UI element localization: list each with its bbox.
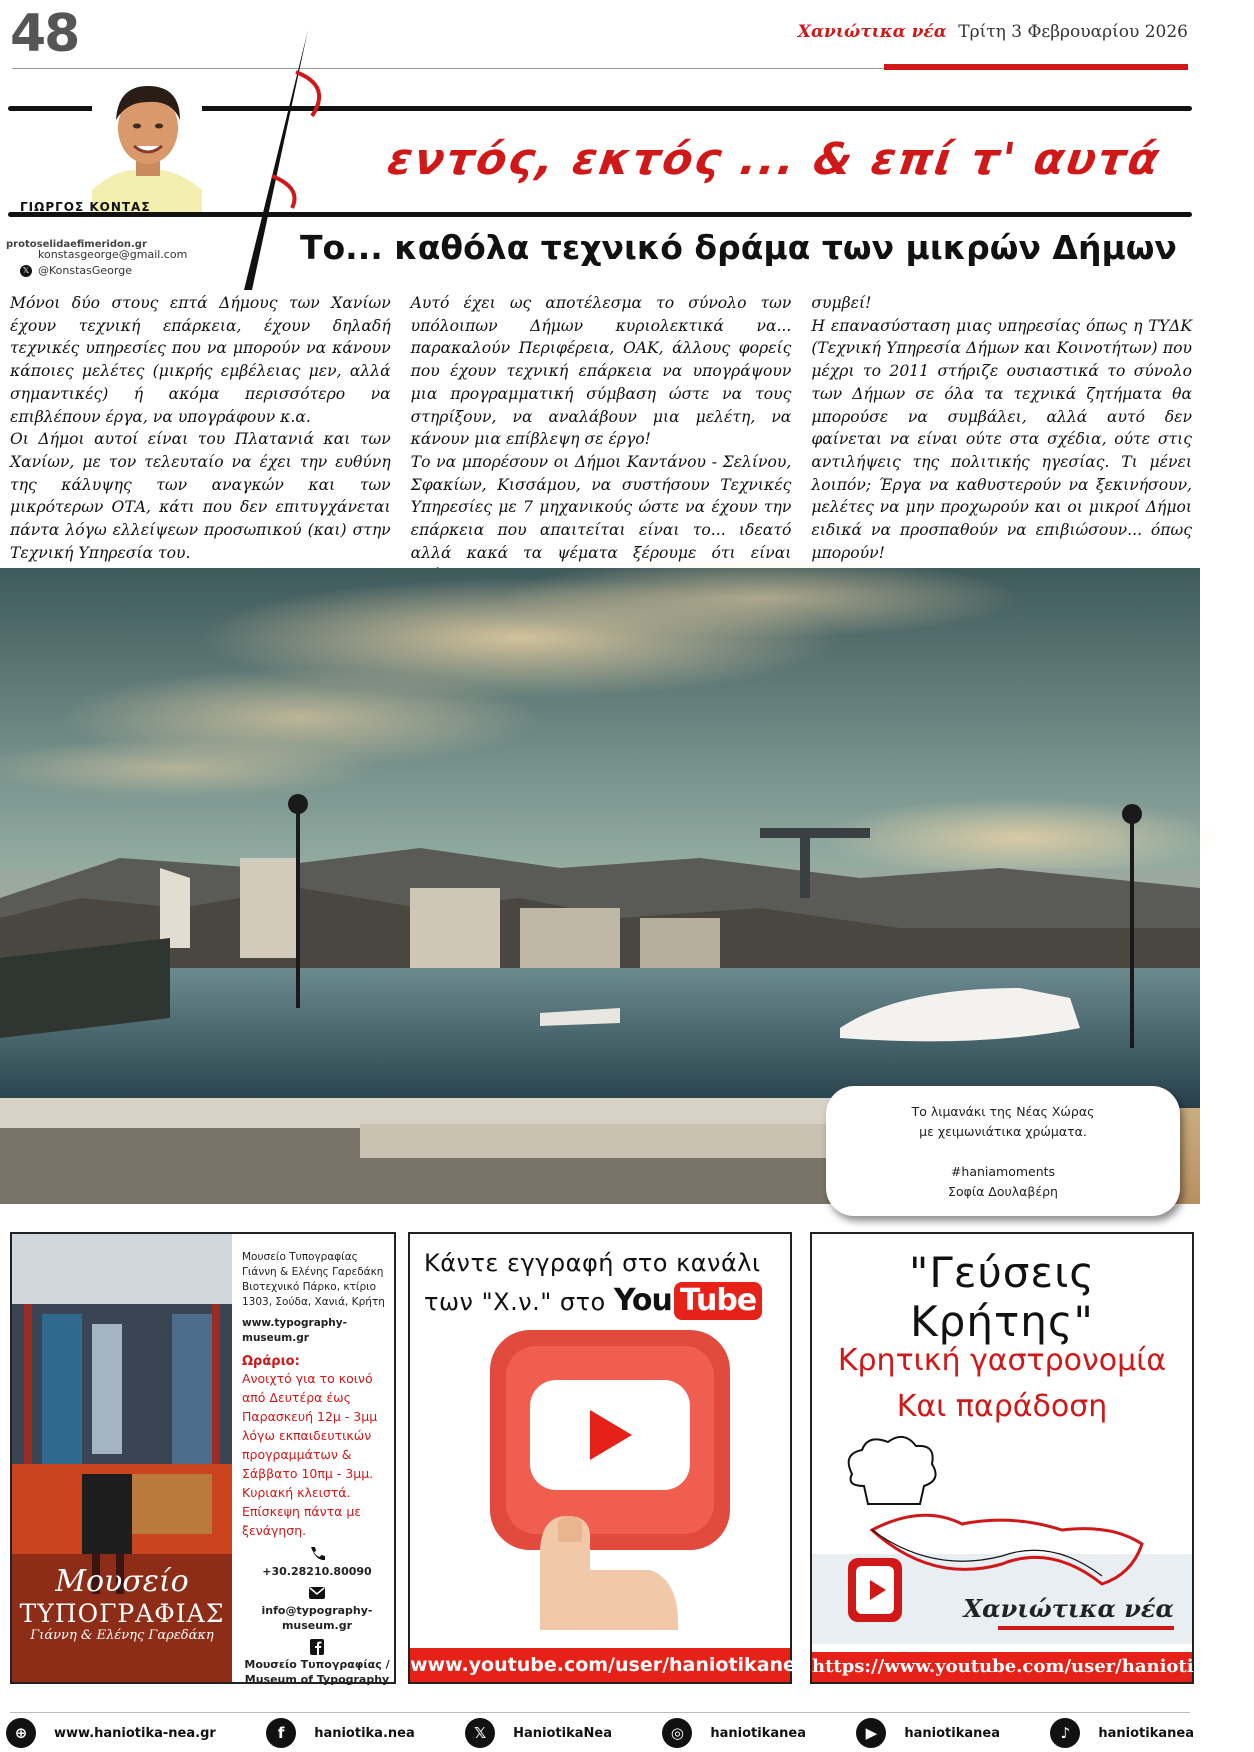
column-banner-title: εντός, εκτός ... & επί τ' αυτά xyxy=(384,134,1164,185)
page-number: 48 xyxy=(10,4,79,64)
caption-line-2: με χειμωνιάτικα χρώματα. xyxy=(919,1124,1087,1139)
youtube-ad-heading xyxy=(424,1244,762,1321)
footer-social-bar xyxy=(6,1716,1194,1750)
globe-icon: ⊕ xyxy=(6,1718,36,1748)
caption-line-1: Το λιμανάκι της Νέας Χώρας xyxy=(911,1104,1095,1119)
museum-logo-script: Μουσείο xyxy=(55,1564,189,1599)
footer-youtube-text: haniotikanea xyxy=(904,1725,1000,1741)
hours-title: Ωράριο: xyxy=(242,1354,300,1369)
paragraph: Η επανασύσταση μιας υπηρεσίας όπως η ΤΥΔΚ (Τεχνική Υπηρεσία Δήμων και Κοινοτήτων) που μέχρι το 2011 στήριζε ουσιαστικά το σύνολο των Δήμων σε όλα τα τεχνικά ζητήματα θα μπορούσε να συμβάλει, αλλά αυτό δεν φαίνεται να είναι ούτε στα σχέδια, ούτε στις αντιλήψεις της πολιτικής ηγεσίας. Τι μένει λοιπόν; Έργα να καθυστερούν να ξεκινήσουν, μελέτες να μην προχωρούν και οι μικροί Δήμοι ειδικά να προσπαθούν να επιβιώσουν... όπως μπορούν! xyxy=(811,316,1193,562)
museum-address: Βιοτεχνικό Πάρκο, κτίριο 1303, Σούδα, Χανιά, Κρήτη xyxy=(242,1281,385,1308)
envelope-icon xyxy=(308,1585,326,1601)
issue-date: Τρίτη 3 Φεβρουαρίου 2026 xyxy=(958,22,1188,42)
footer-website-text: www.haniotika-nea.gr xyxy=(54,1725,216,1741)
geuseis-subtitle-line-1: Κρητική γαστρονομία xyxy=(837,1343,1167,1378)
footer-rule xyxy=(10,1712,1190,1713)
museum-logo xyxy=(12,1564,232,1643)
footer-website[interactable] xyxy=(6,1718,216,1748)
youtube-ad-line-2: των "Χ.ν." στο xyxy=(424,1288,606,1316)
watermark: protoselidaefimeridon.gr xyxy=(6,239,147,250)
article-column-2 xyxy=(410,292,792,562)
paragraph: συμβεί! xyxy=(811,294,872,312)
museum-name-line-2: Γιάννη & Ελένης Γαρεδάκη xyxy=(242,1266,384,1278)
article-body xyxy=(10,292,1193,562)
museum-name-line-1: Μουσείο Τυπογραφίας xyxy=(242,1251,358,1263)
geuseis-subtitle xyxy=(812,1338,1192,1430)
phone-icon xyxy=(308,1546,326,1562)
article-column-3 xyxy=(811,292,1193,562)
contact-facebook[interactable]: Μουσείο Τυπογραφίας / Museum of Typography xyxy=(242,1639,392,1687)
geuseis-url[interactable]: https://www.youtube.com/user/haniotikanea xyxy=(812,1652,1192,1682)
museum-info xyxy=(242,1250,392,1687)
footer-facebook[interactable] xyxy=(266,1718,415,1748)
youtube-icon: ▶ xyxy=(856,1718,886,1748)
museum-logo-sub: Γιάννη & Ελένης Γαρεδάκη xyxy=(30,1628,214,1643)
article-headline: Το... καθόλα τεχνικό δράμα των μικρών Δήμων xyxy=(300,228,1177,267)
author-portrait xyxy=(92,72,202,212)
footer-instagram[interactable] xyxy=(662,1718,806,1748)
youtube-url[interactable]: www.youtube.com/user/haniotikanea xyxy=(410,1648,790,1682)
paragraph: Οι Δήμοι αυτοί είναι του Πλατανιά και των Χανίων, με τον τελευταίο να έχει την ευθύνη της κάλυψης των αναγκών και των μικρότερων ΟΤΑ, κάτι που δεν επιτυγχάνεται πάντα λόγω ελλείψεων προσωπικού (και) στην Τεχνική Υπηρεσία του. xyxy=(10,430,391,562)
footer-instagram-text: haniotikanea xyxy=(710,1725,806,1741)
photo-credit: Σοφία Δουλαβέρη xyxy=(948,1184,1058,1199)
x-icon: 𝕏 xyxy=(20,265,32,277)
author-email[interactable]: konstasgeorge@gmail.com xyxy=(38,248,188,261)
footer-tiktok[interactable] xyxy=(1050,1718,1194,1748)
youtube-logo: You Tube xyxy=(614,1282,762,1320)
geuseis-brand-underline xyxy=(998,1626,1174,1630)
footer-facebook-text: haniotika.nea xyxy=(314,1725,415,1741)
author-handle-text: @KonstasGeorge xyxy=(38,264,132,277)
author-name: ΓΙΩΡΓΟΣ ΚΟΝΤΑΣ xyxy=(20,200,151,214)
paper-name: Χανιώτικα νέα xyxy=(797,22,947,42)
paragraph: Το να μπορέσουν οι Δήμοι Καντάνου - Σελίνου, Σφακίων, Κισσάμου, να συστήσουν Τεχνικές Υπηρεσίες με 7 μηχανικούς ώστε να έχουν την επάρκεια που απαιτείται είναι το... ιδεατό αλλά κακά τα ψέματα ξέρουμε ότι είναι xyxy=(410,452,792,562)
photo-caption xyxy=(826,1086,1180,1216)
youtube-subscribe-ad[interactable] xyxy=(408,1232,809,1684)
geuseis-kritis-ad[interactable] xyxy=(810,1232,1254,1684)
facebook-icon: f xyxy=(266,1718,296,1748)
tiktok-icon: ♪ xyxy=(1050,1718,1080,1748)
footer-x-text: HaniotikaNea xyxy=(513,1725,612,1741)
geuseis-title: "Γεύσεις Κρήτης" xyxy=(909,1248,1095,1346)
instagram-icon: ◎ xyxy=(662,1718,692,1748)
facebook-icon xyxy=(308,1639,326,1655)
geuseis-brand: Χανιώτικα νέα xyxy=(963,1594,1174,1623)
author-x-handle[interactable] xyxy=(20,264,132,277)
youtube-play-icon xyxy=(450,1330,750,1630)
article-column-1 xyxy=(10,292,391,562)
youtube-ad-line-1: Κάντε εγγραφή στο κανάλι xyxy=(424,1249,761,1277)
footer-x[interactable] xyxy=(465,1718,612,1748)
museum-url[interactable]: www.typography-museum.gr xyxy=(242,1317,347,1344)
contact-email[interactable]: info@typography-museum.gr xyxy=(242,1585,392,1633)
museum-ad[interactable] xyxy=(10,1232,396,1684)
masthead xyxy=(798,22,1188,42)
x-icon: 𝕏 xyxy=(465,1718,495,1748)
paragraph: Αυτό έχει ως αποτέλεσμα το σύνολο των υπόλοιπων Δήμων κυριολεκτικά να... παρακαλούν Περιφέρεια, ΟΑΚ, άλλους φορείς που έχουν τεχνική επάρκεια να υπογράψουν μια προγραμματική σύμβαση ώστε να τους στηρίξουν, να αναλάβουν μια μελέτη, να κάνουν μια επίβλεψη σε έργο! xyxy=(410,294,792,449)
red-accent-bar xyxy=(884,64,1188,70)
footer-tiktok-text: haniotikanea xyxy=(1098,1725,1194,1741)
geuseis-subtitle-line-2: Και παράδοση xyxy=(896,1389,1108,1424)
opening-hours: Ανοιχτό για το κοινό από Δευτέρα έως Παρασκευή 12μ - 3μμ λόγω εκπαιδευτικών προγραμμάτων & Σάββατο 10πμ - 3μμ. Κυριακή κλειστά. Επίσκεψη πάντα με ξενάγηση. xyxy=(242,1371,378,1538)
footer-youtube[interactable] xyxy=(856,1718,1000,1748)
contact-phone[interactable]: +30.28210.80090 xyxy=(242,1546,392,1579)
museum-logo-main: ΤΥΠΟΓΡΑΦΙΑΣ xyxy=(19,1599,225,1628)
paragraph: Μόνοι δύο στους επτά Δήμους των Χανίων έχουν τεχνική επάρκεια, έχουν δηλαδή τεχνικές υπηρεσίες που να μπορούν να κάνουν κάποιες μελέτες (μικρής εμβέλειας μεν, αλλά σημαντικές) ή ακόμα περισσότερο να επιβλέπουν έργα, να υπογράφουν κ.α. xyxy=(10,294,391,426)
caption-hashtag[interactable]: #haniamoments xyxy=(950,1164,1056,1179)
